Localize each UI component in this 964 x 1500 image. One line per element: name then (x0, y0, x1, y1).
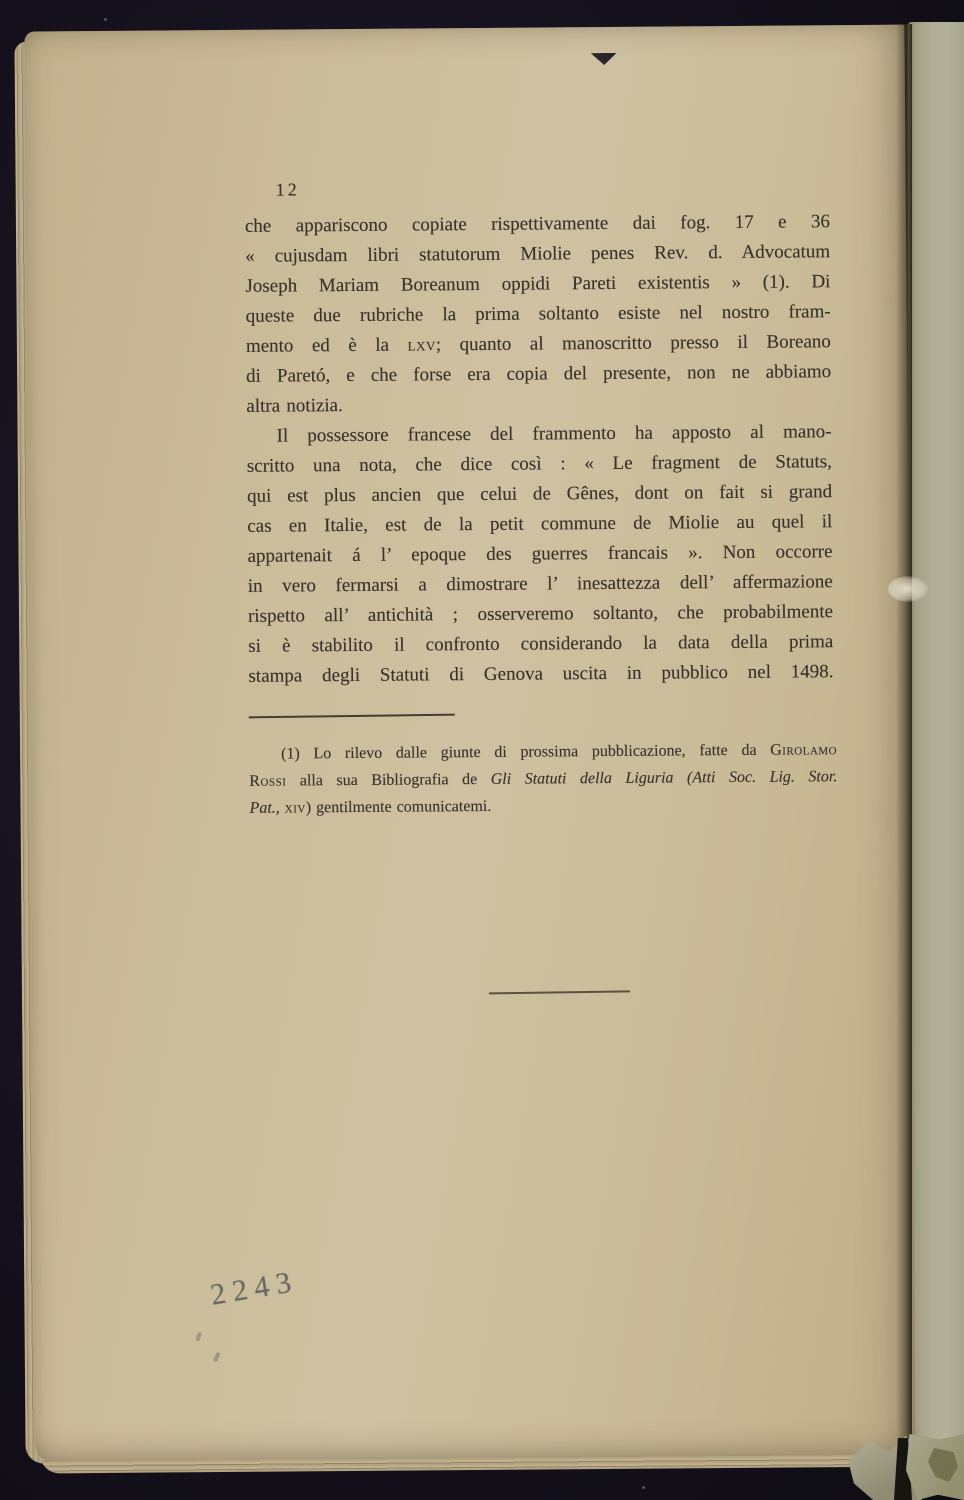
body-line: stampa degli Statuti di Genova uscita in pubblico nel 1498. (248, 661, 834, 687)
gutter-fold-shadow (896, 24, 912, 1454)
body-line: in vero fermarsi a dimostrare l’ inesattezza dell’ affermazione (247, 571, 833, 597)
body-line: rispetto all’ antichità ; osserveremo soltanto, che probabilmente (247, 601, 834, 627)
author-name-smallcaps: Rossi (249, 772, 287, 790)
footnote-block (249, 736, 838, 822)
footnote-line (249, 790, 837, 822)
work-title-italic: Gli Statuti della Liguria (490, 769, 674, 788)
footnote-text: alla sua Bibliografia de (286, 770, 491, 790)
body-text: ; quanto al manoscritto presso il Boreano (435, 331, 831, 356)
body-line (246, 327, 831, 362)
body-line: Joseph Mariam Boreanum oppidi Pareti existentis » (1). Di (245, 271, 831, 297)
body-line: appartenait á l’ epoque des guerres francais ». Non occorre (247, 541, 833, 567)
footnote-text: ) gentilmente comunicatemi. (305, 797, 492, 817)
section-divider-rule (489, 990, 630, 994)
body-text: mento ed è la (245, 334, 408, 357)
body-line: « cujusdam libri statutorum Miolie penes Rev. d. Advocatum (245, 241, 831, 267)
body-text-block (245, 207, 834, 692)
author-name-smallcaps: Girolamo (770, 741, 838, 759)
body-line: cas en Italie, est de la petit commune de Miolie au quel il (247, 511, 833, 537)
body-line: qui est plus ancien que celui de Gênes, dont on fait si grand (246, 481, 833, 507)
body-line: di Paretó, e che forse era copia del presente, non ne abbiamo (246, 361, 832, 387)
body-line: altra notizia. (246, 395, 343, 417)
body-line: si è stabilito il confronto considerando la data della prima (248, 631, 834, 657)
stamp-ink-mark (213, 1352, 221, 1363)
body-line: che appariscono copiate rispettivamente dai fog. 17 e 36 (244, 211, 831, 237)
roman-numeral-smallcaps: lxv (407, 334, 436, 356)
body-line: Il possessore francese del frammento ha apposto al mano- (276, 421, 832, 447)
page-number: 12 (275, 179, 300, 200)
inventory-stamp: 2243 (208, 1264, 301, 1312)
footnote-line (249, 763, 837, 795)
series-title-italic: (Atti Soc. Lig. Stor. (673, 768, 838, 787)
top-edge-notch (591, 53, 617, 65)
volume-numeral-smallcaps: xiv (284, 799, 306, 817)
stamp-ink-mark (195, 1332, 202, 1342)
book-page (24, 25, 915, 1462)
footnote-separator-rule (249, 714, 455, 719)
series-title-italic: Pat., (249, 799, 280, 817)
body-line: scritto una nota, che dice così : « Le fragment de Statuts, (246, 451, 832, 477)
footnote-text: (1) Lo rilevo dalle giunte di prossima pubblicazione, fatte da (281, 741, 771, 763)
body-line: queste due rubriche la prima soltanto esiste nel nostro fram- (245, 301, 831, 327)
paper-flake (888, 576, 928, 602)
